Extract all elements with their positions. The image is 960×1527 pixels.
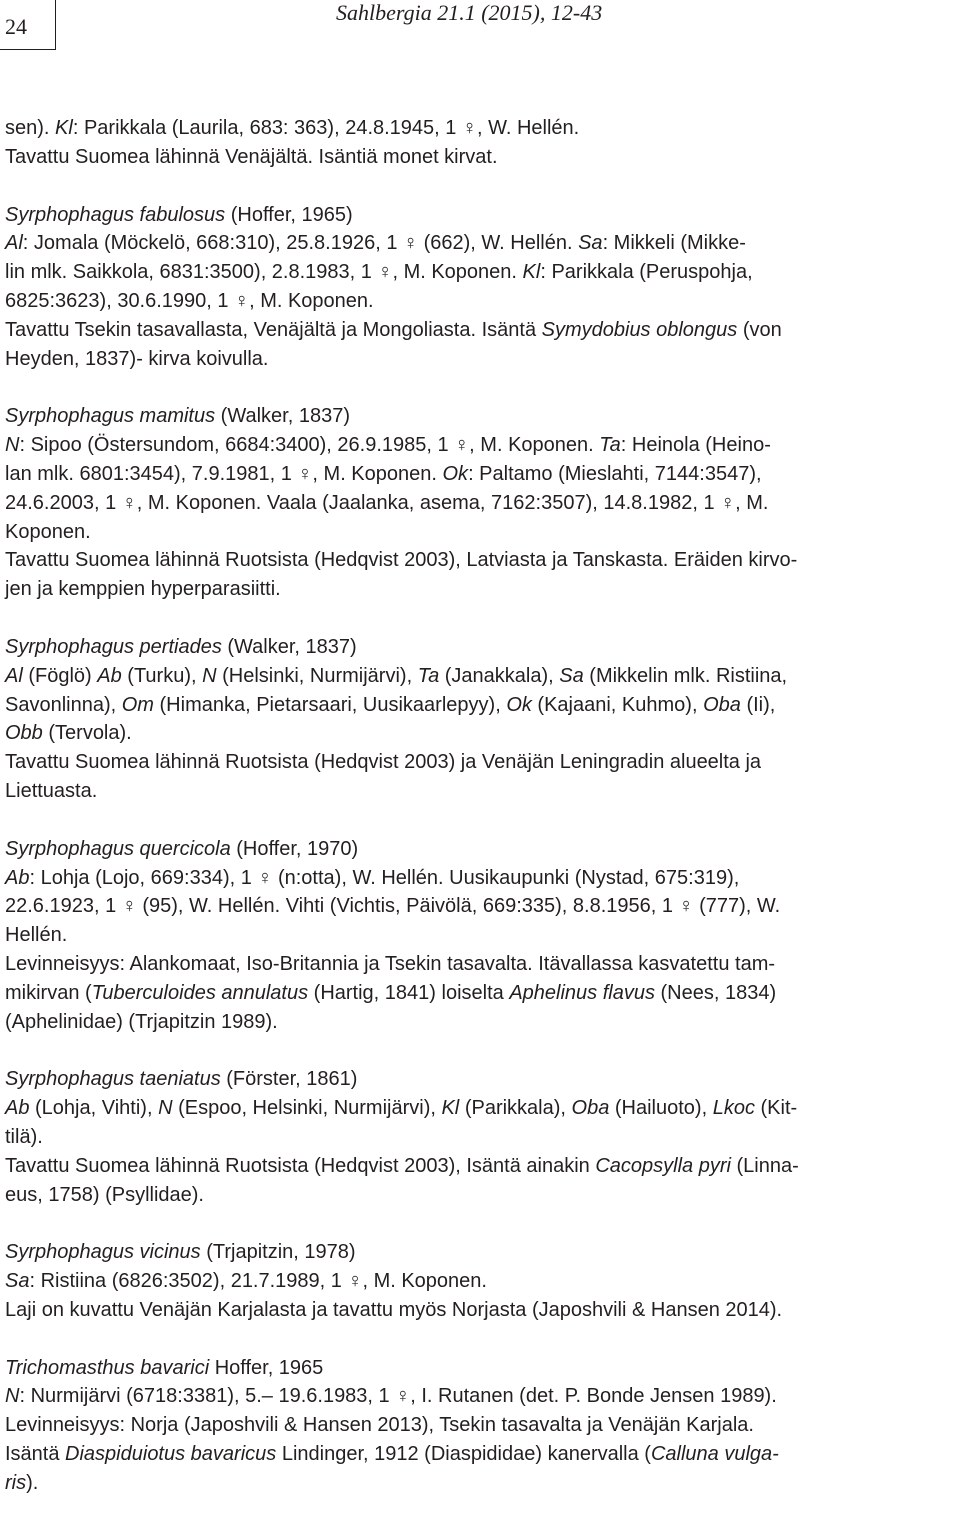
text-line [5,1181,955,1210]
text-segment: (Parikkala), [459,1097,572,1120]
text-segment: : Parikkala (Laurila, 683: 363), 24.8.1945, 1 ♀, W. Hellén. [72,117,580,139]
italic-text: N [158,1097,173,1120]
italic-text: Aphelinus flavus [509,981,655,1004]
text-segment: : Heinola (Heino- [620,434,771,457]
italic-text: ris [5,1471,27,1494]
text-line [5,1411,955,1440]
italic-text: Syrphophagus pertiades [5,635,222,658]
text-segment: 6825:3623), 30.6.1990, 1 ♀, M. Koponen. [5,289,374,312]
text-segment: : Mikkeli (Mikke- [602,232,746,255]
italic-text: Calluna vulga- [650,1443,779,1466]
text-segment: : Paltamo (Mieslahti, 7144:3547), [468,462,762,485]
species-entry [5,1065,955,1209]
text-segment: : Lohja (Lojo, 669:334), 1 ♀ (n:otta), W. Hellén. Uusikaupunki (Nystad, 675:319), [29,866,740,889]
text-line [5,1354,955,1383]
article-body [5,114,955,1527]
text-segment: Levinneisyys: Norja (Japoshvili & Hansen 2013), Tsekin tasavalta ja Venäjän Karjala. [5,1414,754,1437]
italic-text: Syrphophagus vicinus [5,1241,201,1264]
italic-text: N [5,434,20,457]
italic-text: Ab [97,664,122,687]
text-segment: (Mikkelin mlk. Ristiina, [583,664,788,687]
text-line [5,546,955,575]
text-segment: (Helsinki, Nurmijärvi), [216,664,418,687]
text-segment: lan mlk. 6801:3454), 7.9.1981, 1 ♀, M. Koponen. [5,462,443,485]
text-segment: (Lohja, Vihti), [29,1097,159,1120]
text-segment: (Ii), [740,693,776,716]
italic-text: Oba [571,1097,610,1120]
text-segment: (Kajaani, Kuhmo), [531,693,704,716]
italic-text: Ta [599,434,621,457]
text-segment: (Turku), [121,664,203,687]
text-segment: Tavattu Suomea lähinnä Ruotsista (Hedqvist 2003), Latviasta ja Tanskasta. Eräiden kirvo- [5,549,798,572]
text-line [5,633,955,662]
text-segment: Lindinger, 1912 (Diaspididae) kanervalla ( [276,1443,651,1466]
text-line [5,1469,955,1498]
text-segment: (Janakkala), [439,664,560,687]
text-segment: (Nees, 1834) [654,981,777,1004]
text-line [5,1238,955,1267]
text-line [5,229,955,258]
italic-text: Kl [522,261,541,284]
text-segment: (von [737,318,782,341]
italic-text: Syrphophagus fabulosus [5,203,226,226]
text-segment: : Nurmijärvi (6718:3381), 5.– 19.6.1983, 1 ♀, I. Rutanen (det. P. Bonde Jensen 1989). [19,1385,777,1408]
page-header [0,0,960,70]
text-segment: : Ristiina (6826:3502), 21.7.1989, 1 ♀, M. Koponen. [29,1270,487,1293]
text-line [5,691,955,720]
text-segment: (Linna- [730,1154,799,1177]
text-segment: (Walker, 1837) [215,405,350,428]
text-line [5,1296,955,1325]
text-line [5,892,955,921]
italic-text: Obb [5,722,43,745]
text-line [5,143,955,172]
text-line [5,287,955,316]
text-segment: Laji on kuvattu Venäjän Karjalasta ja tavattu myös Norjasta (Japoshvili & Hansen 2014). [5,1298,783,1321]
italic-text: Syrphophagus taeniatus [5,1068,221,1091]
text-segment: (Föglö) [22,664,98,687]
text-line [5,719,955,748]
text-segment: 22.6.1923, 1 ♀ (95), W. Hellén. Vihti (Vichtis, Päivölä, 669:335), 8.8.1956, 1 ♀ (777), W. [5,895,781,918]
text-segment: Tavattu Tsekin tasavallasta, Venäjältä ja Mongoliasta. Isäntä [5,318,542,341]
italic-text: Syrphophagus quercicola [5,837,231,860]
species-entry [5,1238,955,1324]
text-segment: sen). [5,117,56,139]
text-segment: (Walker, 1837) [221,635,357,658]
text-line [5,460,955,489]
text-line [5,1094,955,1123]
italic-text: Oba [703,693,741,716]
text-line [5,1008,955,1037]
text-segment: 24.6.2003, 1 ♀, M. Koponen. Vaala (Jaalanka, asema, 7162:3507), 14.8.1982, 1 ♀, M. [5,491,769,514]
text-segment: Liettuasta. [5,779,98,802]
text-line [5,979,955,1008]
page-number: 24 [5,14,27,39]
text-line [5,316,955,345]
italic-text: N [5,1385,20,1408]
text-segment: Tavattu Suomea lähinnä Ruotsista (Hedqvist 2003), Isäntä ainakin [5,1154,596,1177]
text-line [5,402,955,431]
italic-text: Ok [442,462,469,485]
text-segment: Levinneisyys: Alankomaat, Iso-Britannia ja Tsekin tasavalta. Itävallassa kasvatettu tam- [5,952,776,975]
italic-text: Lkoc [712,1097,755,1120]
text-line [5,1152,955,1181]
text-segment: (Hailuoto), [609,1097,713,1120]
text-line [5,114,955,143]
italic-text: Trichomasthus bavarici [5,1356,210,1379]
species-entry [5,114,955,172]
species-entry [5,633,955,806]
text-line [5,1065,955,1094]
italic-text: Tuberculoides annulatus [91,981,309,1004]
italic-text: Diaspiduiotus bavaricus [65,1443,277,1466]
text-line [5,777,955,806]
species-entry [5,402,955,604]
italic-text: Al [5,664,23,687]
text-segment: (Trjapitzin, 1978) [200,1241,356,1264]
text-segment: : Parikkala (Peruspohja, [540,261,753,284]
text-segment: tilä). [5,1125,43,1148]
text-segment: jen ja kemppien hyperparasiitti. [5,578,281,601]
text-line [5,1382,955,1411]
text-segment: (Hoffer, 1965) [225,203,353,226]
italic-text: Syrphophagus mamitus [5,405,216,428]
text-segment: : Sipoo (Östersundom, 6684:3400), 26.9.1985, 1 ♀, M. Koponen. [19,434,600,457]
text-line [5,662,955,691]
italic-text: Ab [5,1097,30,1120]
text-line [5,864,955,893]
italic-text: Cacopsylla pyri [595,1154,731,1177]
text-line [5,518,955,547]
species-entry [5,1354,955,1498]
italic-text: Kl [441,1097,460,1120]
italic-text: Ab [5,866,30,889]
text-segment: (Tervola). [42,722,132,745]
text-line [5,1123,955,1152]
italic-text: Ta [417,664,440,687]
text-line [5,921,955,950]
text-line [5,835,955,864]
text-segment: mikirvan ( [5,981,92,1004]
text-segment: (Espoo, Helsinki, Nurmijärvi), [172,1097,442,1120]
text-segment: ). [26,1471,39,1494]
text-segment: Isäntä [5,1443,66,1466]
text-segment: Heyden, 1837)- kirva koivulla. [5,347,269,370]
text-line [5,950,955,979]
text-segment: Tavattu Suomea lähinnä Venäjältä. Isäntiä monet kirvat. [5,145,498,168]
text-segment: Savonlinna), [5,693,122,716]
text-segment: lin mlk. Saikkola, 6831:3500), 2.8.1983, 1 ♀, M. Koponen. [5,261,523,284]
text-line [5,489,955,518]
italic-text: Sa [559,664,584,687]
italic-text: Om [121,693,154,716]
italic-text: Symydobius oblongus [541,318,738,341]
text-segment: Tavattu Suomea lähinnä Ruotsista (Hedqvist 2003) ja Venäjän Leningradin alueelta ja [5,751,762,774]
text-line [5,1440,955,1469]
species-entry [5,835,955,1037]
text-segment: (Förster, 1861) [220,1068,358,1091]
italic-text: Kl [55,117,73,139]
italic-text: Al [5,232,23,255]
text-line [5,258,955,287]
text-segment: (Hartig, 1841) loiselta [308,981,510,1004]
journal-citation: Sahlbergia 21.1 (2015), 12-43 [336,0,603,25]
italic-text: N [202,664,217,687]
species-entry [5,201,955,374]
text-segment: (Hoffer, 1970) [230,837,359,860]
text-line [5,201,955,230]
italic-text: Sa [5,1270,30,1293]
text-line [5,431,955,460]
text-line [5,748,955,777]
text-segment: (Himanka, Pietarsaari, Uusikaarlepyy), [153,693,507,716]
text-segment: : Jomala (Möckelö, 668:310), 25.8.1926, 1 ♀ (662), W. Hellén. [22,232,579,255]
text-line [5,1267,955,1296]
text-segment: eus, 1758) (Psyllidae). [5,1183,204,1206]
text-line [5,345,955,374]
text-segment: Koponen. [5,520,91,543]
text-segment: (Kit- [754,1097,798,1120]
text-segment: (Aphelinidae) (Trjapitzin 1989). [5,1010,278,1033]
italic-text: Sa [578,232,603,255]
italic-text: Ok [506,693,532,716]
text-segment: Hellén. [5,924,68,947]
text-line [5,575,955,604]
text-segment: Hoffer, 1965 [209,1356,324,1379]
